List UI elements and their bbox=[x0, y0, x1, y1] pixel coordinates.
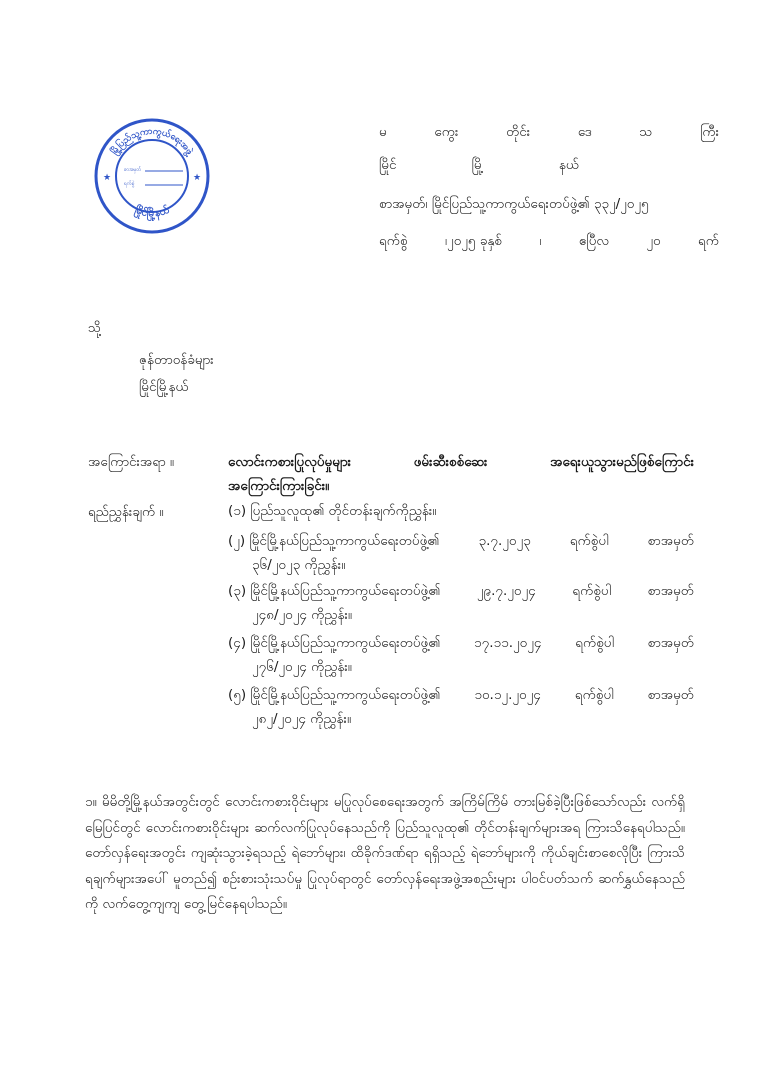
recipient-line1: ဇုန်တာဝန်ခံများ bbox=[139, 352, 214, 368]
reference-item-cont: ၂၇၆/၂၀၂၄ ကိုညွှန်း။ bbox=[252, 659, 352, 675]
header-word: တိုင်း bbox=[506, 124, 531, 140]
date-part: ၂၀ bbox=[646, 233, 661, 249]
reference-item-cont: ၃၆/၂၀၂၃ ကိုညွှန်း။ bbox=[252, 557, 346, 573]
seal-line1-label: စာအမှတ် bbox=[124, 167, 142, 173]
header-word: နယ် bbox=[558, 157, 579, 173]
recipient-to: သို့ bbox=[88, 320, 102, 336]
references-list bbox=[228, 500, 694, 750]
header-township-line bbox=[379, 155, 579, 175]
header-region-line bbox=[379, 122, 719, 142]
reference-item-cont: ၂၈၂/၂၀၂၄ ကိုညွှန်း။ bbox=[252, 711, 352, 727]
subject-word: ဖမ်းဆီးစစ်ဆေး bbox=[413, 454, 488, 470]
subject-word: အရေးယူသွားမည်ဖြစ်ကြောင်း bbox=[550, 454, 694, 470]
header-word: မြိုင် bbox=[379, 157, 397, 173]
date-part: ၊ bbox=[539, 233, 542, 249]
reference-item: (၂) မြိုင်မြို့နယ်ပြည်သူ့ကာကွယ်ရေးတပ်ဖွဲ့၏ ၃.၇.၂၀၂၃ ရက်စွဲပါ စာအမှတ် bbox=[228, 533, 694, 549]
recipient-line2: မြိုင်မြို့နယ် bbox=[139, 379, 189, 395]
header-word: ကွေး bbox=[434, 124, 459, 140]
subject-label: အကြောင်းအရာ ။ bbox=[88, 454, 175, 470]
reference-item-cont: ၂၄၈/၂၀၂၄ ကိုညွှန်း။ bbox=[252, 607, 352, 623]
header-word: ကြီး bbox=[700, 124, 719, 140]
seal-star-left-icon: ★ bbox=[103, 173, 112, 183]
reference-item: (၃) မြိုင်မြို့နယ်ပြည်သူ့ကာကွယ်ရေးတပ်ဖွဲ့၏ ၂၉.၇.၂၀၂၄ ရက်စွဲပါ စာအမှတ် bbox=[228, 583, 694, 599]
seal-top-text: မြို့ပြည်သူ့ကာကွယ်ရေးအဖွဲ့ bbox=[109, 126, 195, 157]
reference-item: (၄) မြိုင်မြို့နယ်ပြည်သူ့ကာကွယ်ရေးတပ်ဖွဲ့၏ ၁၇.၁၁.၂၀၂၄ ရက်စွဲပါ စာအမှတ် bbox=[228, 635, 694, 651]
subject-line2: အကြောင်းကြားခြင်း။ bbox=[228, 478, 330, 494]
header-word: မ bbox=[379, 124, 387, 140]
date-part: ရက် bbox=[698, 233, 719, 249]
date-part: ရက်စွဲ bbox=[379, 233, 408, 249]
header-reference-number: စာအမှတ်၊ မြိုင်ပြည်သူ့ကာကွယ်ရေးတပ်ဖွဲ့၏ ၃၃၂/၂၀၂၅ bbox=[379, 196, 649, 212]
reference-item: (၁) ပြည်သူလူထု၏ တိုင်တန်းချက်ကိုညွှန်း။ bbox=[228, 503, 437, 519]
header-word: သ bbox=[639, 124, 653, 140]
date-part: ၊၂၀၂၅ ခုနှစ် bbox=[444, 233, 502, 249]
header-date-line bbox=[379, 231, 719, 251]
header-word: ဒေ bbox=[577, 124, 592, 140]
office-seal bbox=[93, 117, 211, 235]
seal-inner-ring bbox=[116, 140, 188, 212]
references-label: ရည်ညွှန်းချက် ။ bbox=[88, 504, 164, 520]
seal-star-right-icon: ★ bbox=[193, 173, 202, 183]
reference-item: (၅) မြိုင်မြို့နယ်ပြည်သူ့ကာကွယ်ရေးတပ်ဖွဲ့၏ ၁၀.၁၂.၂၀၂၄ ရက်စွဲပါ စာအမှတ် bbox=[228, 687, 694, 703]
subject-word: လောင်းကစားပြုလုပ်မှုများ bbox=[228, 454, 352, 470]
date-part: ဧပြီလ bbox=[578, 233, 610, 249]
subject-line1 bbox=[228, 452, 694, 472]
body-paragraph: ၁။ မိမိတို့မြို့နယ်အတွင်းတွင် လောင်းကစားဝိုင်းများ မပြုလုပ်စေရေးအတွက် အကြိမ်ကြိမ် တားမြစ်ခဲ့ပြီးဖြစ်သော်လည်း လက်ရှိမြေပြင်တွင် လောင်းကစားဝိုင်းများ ဆက်လက်ပြုလုပ်နေသည်ကို ပြည်သူလူထု၏ တိုင်တန်းချက်များအရ ကြားသိနေရပါသည်။ တော်လှန်ရေးအတွင်း ကျဆုံးသွားခဲ့ရသည့် ရဲဘော်များ၊ ထိခိုက်ဒဏ်ရာ ရရှိသည့် ရဲဘော်များကို ကိုယ်ချင်းစာစေလိုပြီး ကြားသိရချက်များအပေါ် မူတည်၍ စဉ်းစားသုံးသပ်မှု ပြုလုပ်ရာတွင် တော်လှန်ရေးအဖွဲ့အစည်းများ ပါဝင်ပတ်သက် ဆက်နွှယ်နေသည်ကို လက်တွေ့ကျကျ တွေ့မြင်နေရပါသည်။ bbox=[85, 794, 685, 913]
seal-bottom-text: မြိုင်မြို့နယ် bbox=[133, 204, 171, 220]
seal-line2-label: ရက်စွဲ bbox=[124, 181, 135, 187]
header-word: မြို့ bbox=[471, 157, 484, 173]
